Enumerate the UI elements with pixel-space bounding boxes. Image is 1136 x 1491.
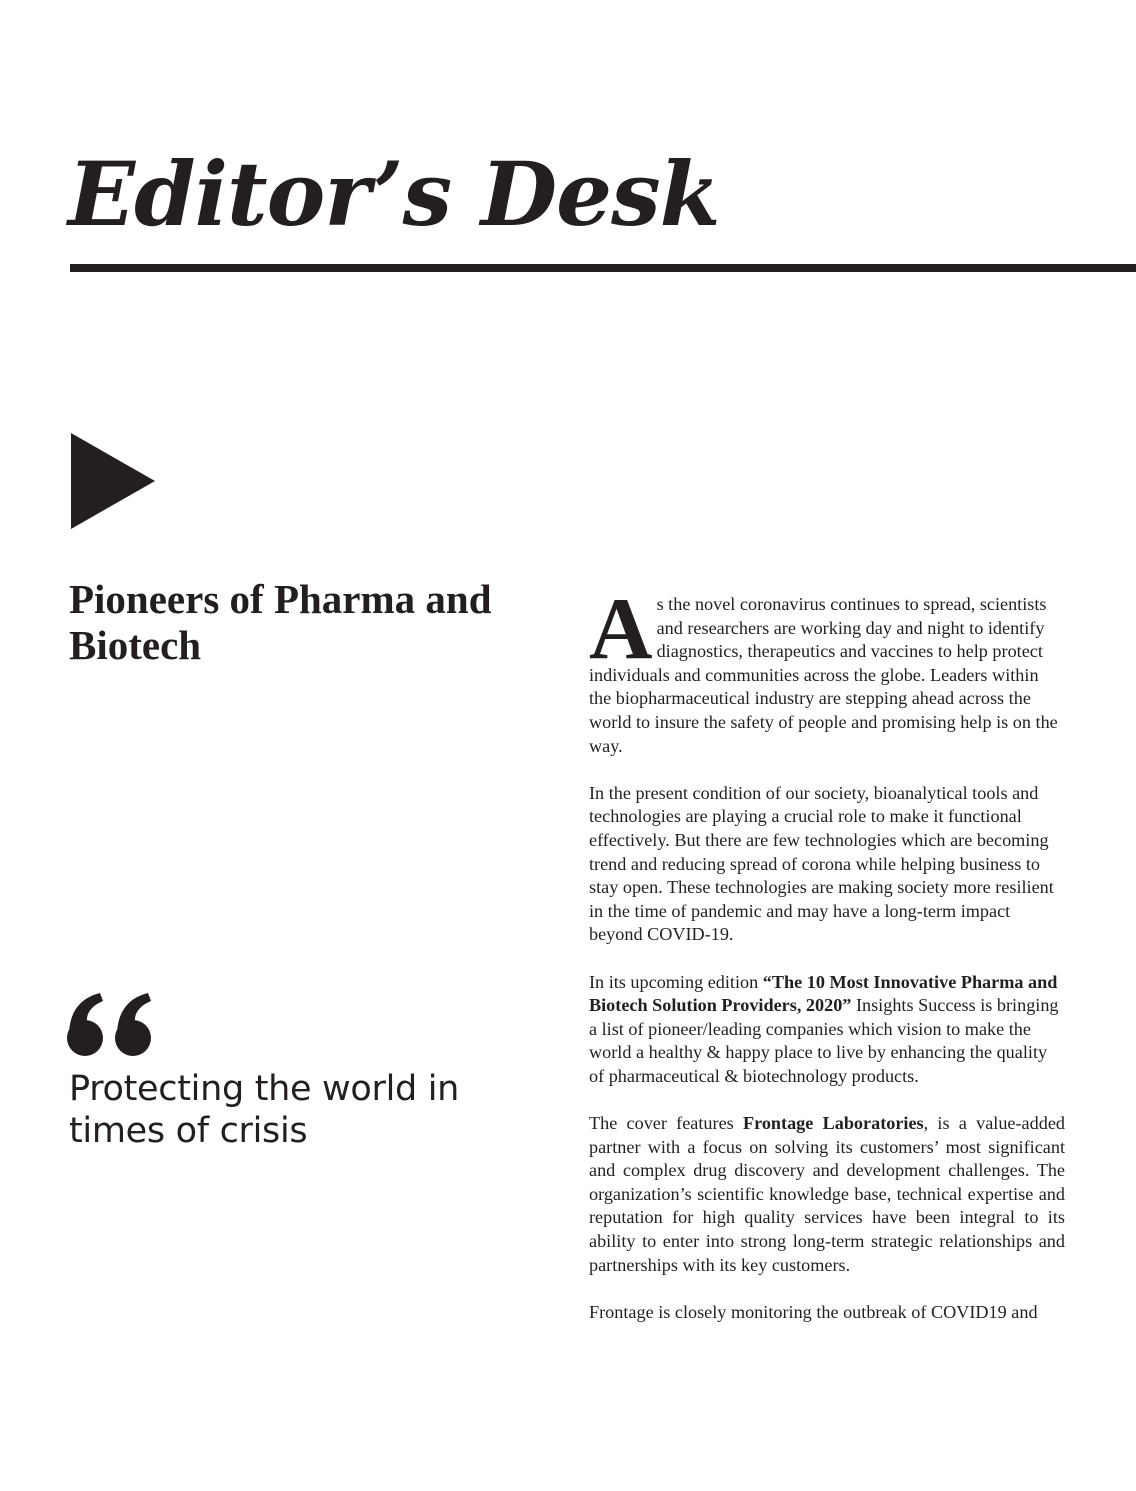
headline: Pioneers of Pharma and Biotech <box>69 576 492 668</box>
paragraph-4 <box>589 1112 1065 1277</box>
edition-title: “The 10 Most Innovative Pharma and Biotech Solution Providers, 2020” <box>589 971 1058 1016</box>
play-triangle-icon <box>71 433 155 529</box>
page-title: Editor’s Desk <box>68 142 720 246</box>
paragraph-4-intro: The cover features <box>589 1113 743 1134</box>
paragraph-3 <box>589 971 1065 1089</box>
drop-cap: A <box>589 581 653 678</box>
pull-quote: Protecting the world in times of crisis <box>69 1069 460 1151</box>
paragraph-4-text: , is a value-added partner with a focus on solving its customers’ most significant and complex drug discovery and development challenges. The organization’s scientific knowledge base, technical expertise and reputation for high quality services have been integral to its ability to enter into strong long-term strategic relationships and partnerships with its key customers. <box>589 1113 1065 1275</box>
paragraph-5: Frontage is closely monitoring the outbreak of COVID19 and <box>589 1301 1038 1322</box>
paragraph-3-intro: In its upcoming edition <box>589 971 763 992</box>
cover-company: Frontage Laboratories <box>742 1113 924 1134</box>
paragraph-1 <box>589 581 1065 758</box>
paragraph-2: In the present condition of our society, bioanalytical tools and technologies are playing a crucial role to make it functional effectively. But there are few technologies which are becoming trend and reducing spread of corona while helping business to stay open. These technologies are making society more resilient in the time of pandemic and may have a long-term impact beyond COVID-19. <box>589 782 1054 945</box>
article-body <box>589 581 1065 1348</box>
quote-mark-icon <box>66 992 156 1058</box>
paragraph-3-text: Insights Success is bringing a list of pioneer/leading companies which vision to make the world a healthy & happy place to live by enhancing the quality of pharmaceutical & biotechnology products. <box>589 995 1059 1086</box>
title-rule <box>70 264 1136 272</box>
paragraph-1-text: s the novel coronavirus continues to spread, scientists and researchers are working day and night to identify diagnostics, therapeutics and vaccines to help protect individuals and communities across the globe. Leaders within the biopharmaceutical industry are stepping ahead across the world to insure the safety of people and promising help is on the way. <box>589 594 1058 756</box>
